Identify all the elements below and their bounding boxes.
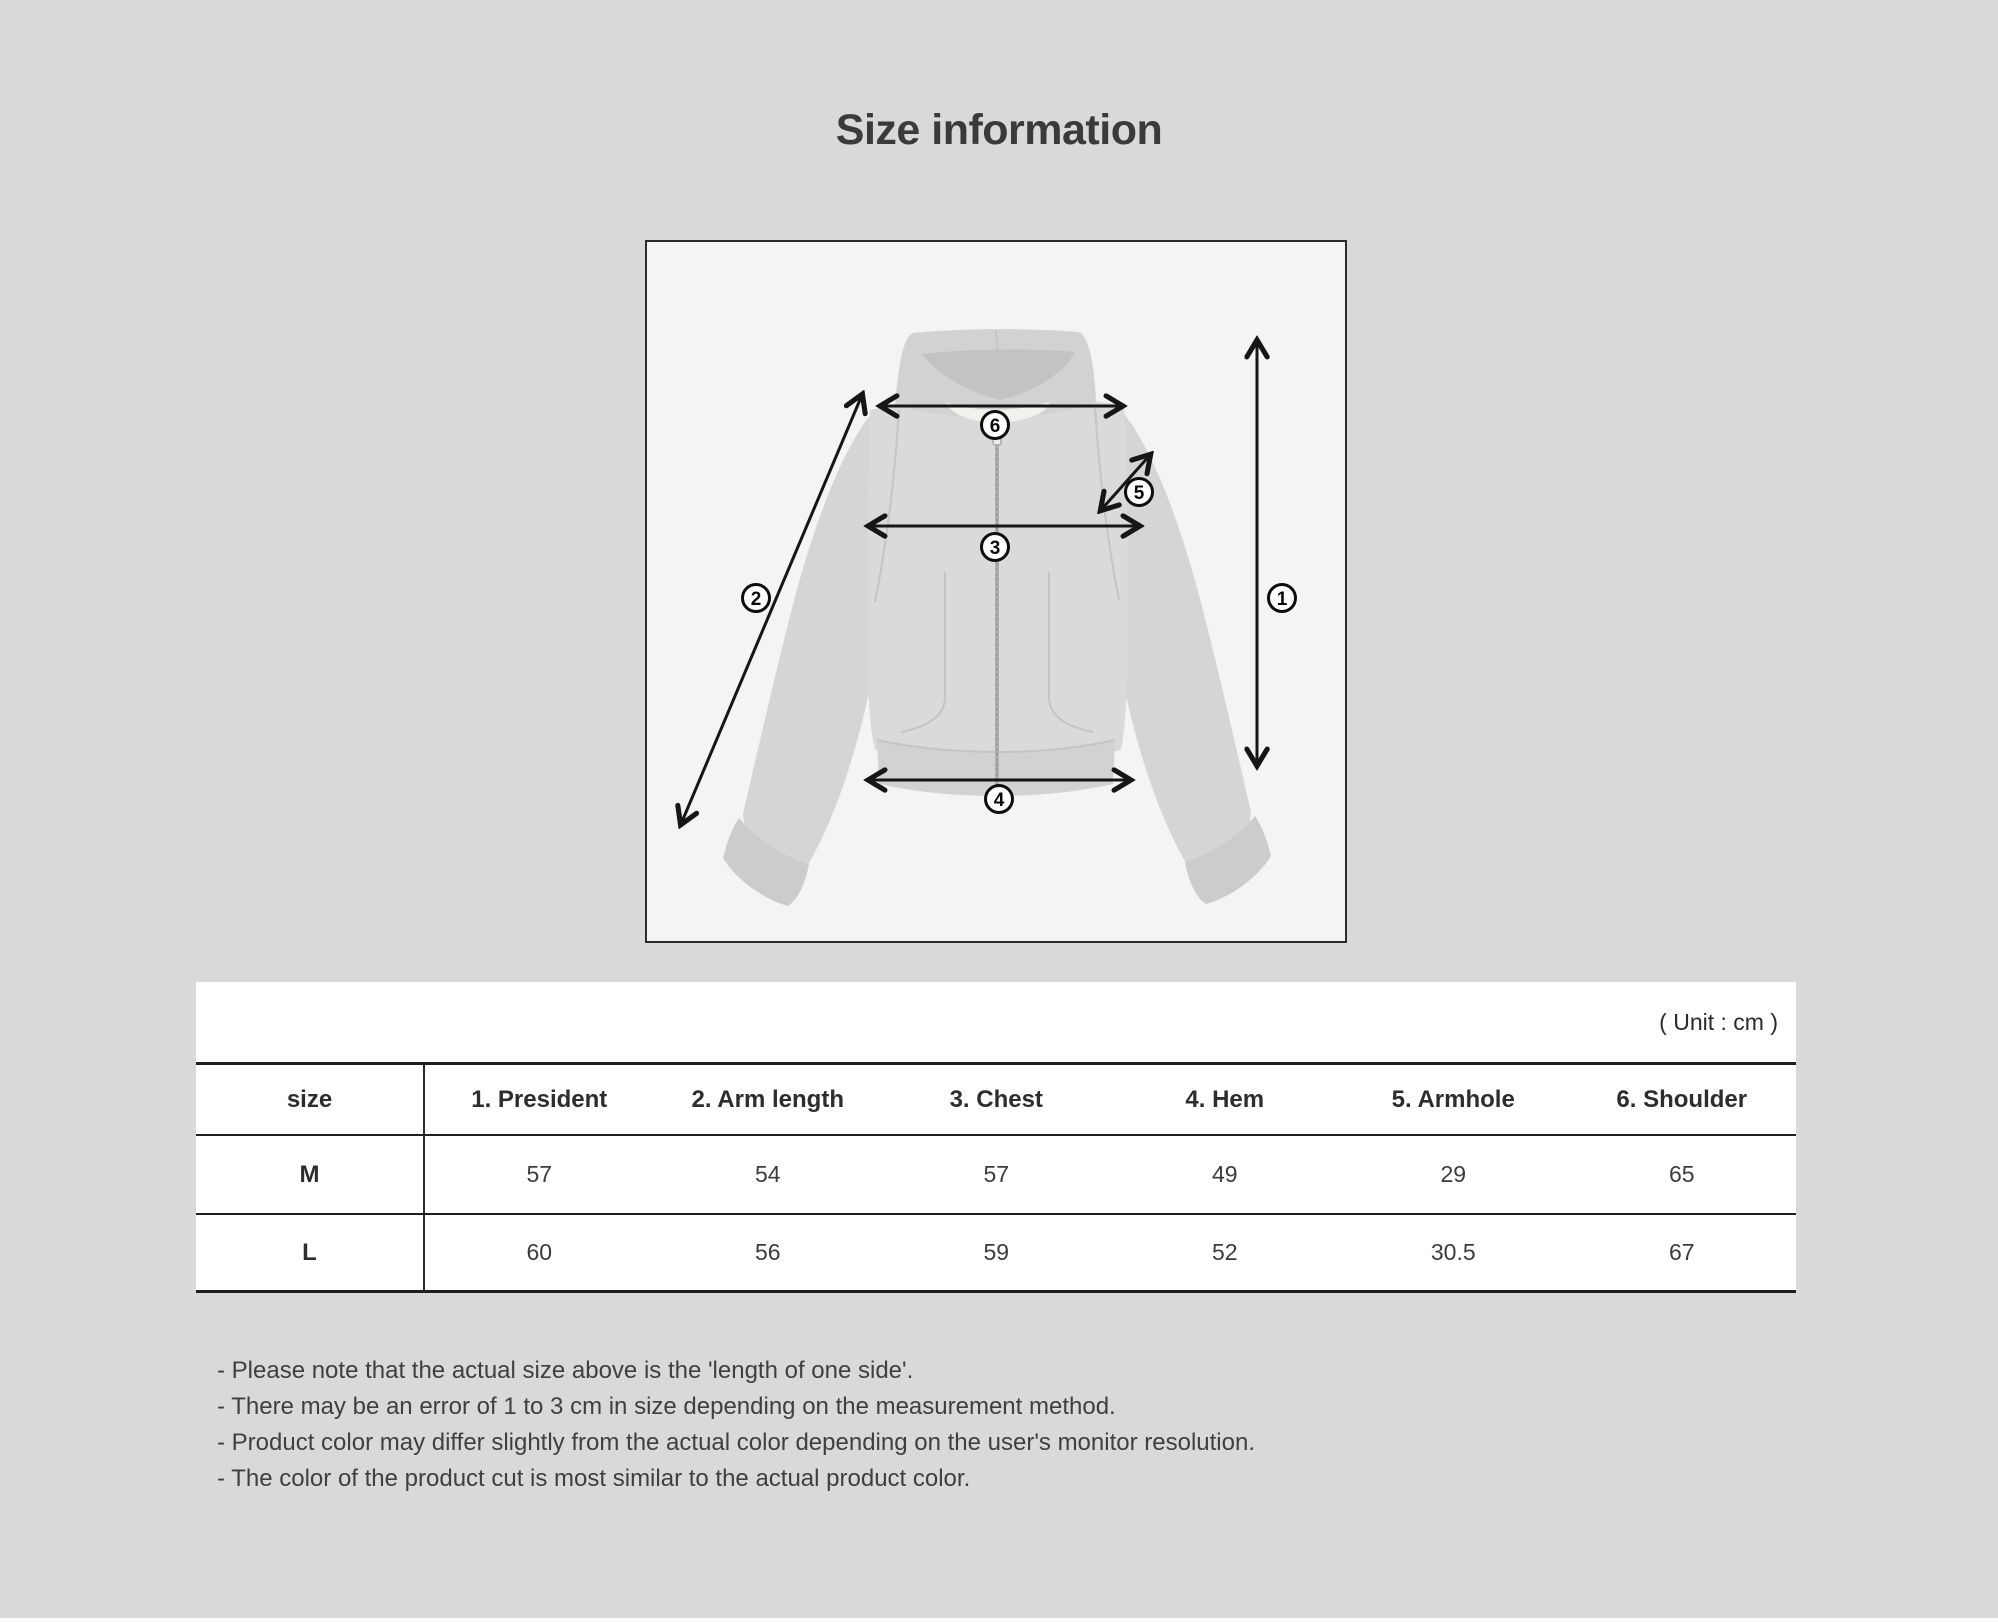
measure-point-2 bbox=[743, 585, 770, 612]
table-row-m bbox=[196, 1136, 1796, 1213]
column-header-shoulder: 6. Shoulder bbox=[1616, 1085, 1748, 1113]
column-header-arm-length: 2. Arm length bbox=[691, 1085, 844, 1113]
row-l-president: 60 bbox=[526, 1239, 553, 1265]
measure-point-1-label: 1 bbox=[1276, 589, 1288, 610]
table-row-l bbox=[196, 1213, 1796, 1290]
size-table-header bbox=[196, 1062, 1796, 1136]
row-l-hem: 52 bbox=[1211, 1239, 1238, 1265]
hoodie-left-sleeve bbox=[743, 412, 873, 870]
row-m-arm-length: 54 bbox=[754, 1161, 781, 1187]
row-m-shoulder: 65 bbox=[1668, 1161, 1695, 1187]
measure-point-2-label: 2 bbox=[750, 589, 762, 610]
unit-label: ( Unit : cm ) bbox=[1659, 1008, 1778, 1035]
unit-row bbox=[196, 982, 1796, 1062]
row-l-armhole: 30.5 bbox=[1430, 1239, 1476, 1265]
measure-point-5 bbox=[1126, 479, 1153, 506]
measure-point-4-label: 4 bbox=[993, 790, 1005, 811]
row-m-president: 57 bbox=[526, 1161, 553, 1187]
note-line: - The color of the product cut is most similar to the actual product color. bbox=[217, 1465, 971, 1492]
product-measurement-panel bbox=[645, 240, 1347, 943]
column-header-armhole: 5. Armhole bbox=[1391, 1085, 1515, 1113]
row-l-size: L bbox=[196, 1215, 425, 1290]
page-title: Size information bbox=[835, 106, 1163, 154]
row-l-shoulder: 67 bbox=[1668, 1239, 1695, 1265]
measure-point-3 bbox=[982, 534, 1009, 561]
measure-point-6-label: 6 bbox=[989, 416, 1001, 437]
bottom-strip bbox=[0, 1618, 1998, 1622]
measure-point-4 bbox=[986, 786, 1013, 813]
note-line: - There may be an error of 1 to 3 cm in size depending on the measurement method. bbox=[217, 1393, 1116, 1420]
row-m-hem: 49 bbox=[1211, 1161, 1238, 1187]
row-m-size: M bbox=[196, 1136, 425, 1213]
column-header-president: 1. President bbox=[471, 1085, 608, 1113]
notes bbox=[217, 1353, 1255, 1497]
measure-point-3-label: 3 bbox=[989, 538, 1001, 559]
column-header-hem: 4. Hem bbox=[1185, 1085, 1265, 1113]
measure-point-1 bbox=[1269, 585, 1296, 612]
row-l-chest: 59 bbox=[983, 1239, 1010, 1265]
row-m-armhole: 29 bbox=[1440, 1161, 1467, 1187]
row-l-arm-length: 56 bbox=[754, 1239, 781, 1265]
row-m-chest: 57 bbox=[983, 1161, 1010, 1187]
size-table bbox=[196, 982, 1796, 1293]
note-line: - Product color may differ slightly from the actual color depending on the user's monitor resolution. bbox=[217, 1429, 1255, 1456]
note-line: - Please note that the actual size above is the 'length of one side'. bbox=[217, 1357, 914, 1384]
measure-point-5-label: 5 bbox=[1133, 483, 1145, 504]
measure-point-6 bbox=[982, 412, 1009, 439]
column-header-size: size bbox=[196, 1065, 425, 1134]
column-header-chest: 3. Chest bbox=[949, 1085, 1043, 1113]
hoodie-measurement-diagram bbox=[647, 242, 1345, 941]
